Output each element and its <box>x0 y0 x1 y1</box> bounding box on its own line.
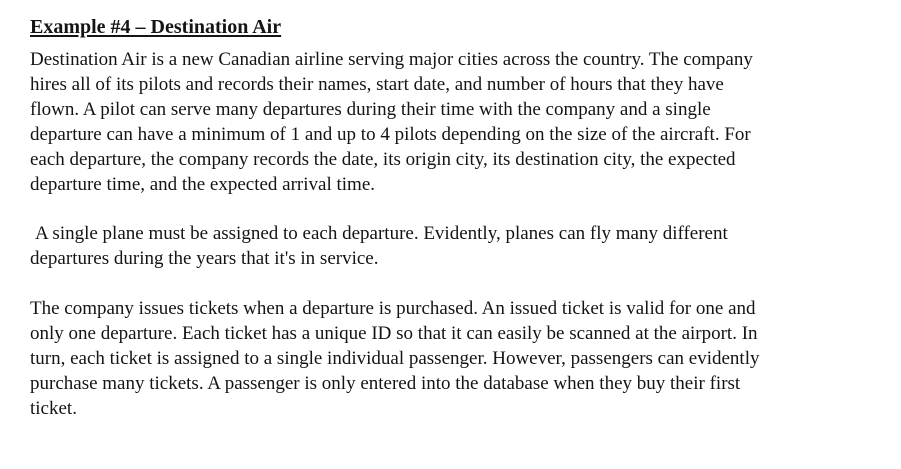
document-page <box>30 14 880 421</box>
paragraph-line: ticket. <box>30 398 77 419</box>
paragraph-line: departures during the years that it's in service. <box>30 248 379 269</box>
paragraph-pilots-departures <box>30 47 880 197</box>
paragraph-line: turn, each ticket is assigned to a single individual passenger. However, passengers can evidently <box>30 348 760 369</box>
paragraph-line: each departure, the company records the date, its origin city, its destination city, the expected <box>30 149 736 170</box>
paragraph-line: departure can have a minimum of 1 and up to 4 pilots depending on the size of the aircraft. For <box>30 124 751 145</box>
paragraph-line: The company issues tickets when a departure is purchased. An issued ticket is valid for one and <box>30 298 756 319</box>
paragraph-line: purchase many tickets. A passenger is only entered into the database when they buy their first <box>30 373 741 394</box>
paragraph-line: Destination Air is a new Canadian airline serving major cities across the country. The company <box>30 49 753 70</box>
document-heading: Example #4 – Destination Air <box>30 16 282 38</box>
paragraph-line: departure time, and the expected arrival time. <box>30 174 376 195</box>
paragraph-line: A single plane must be assigned to each departure. Evidently, planes can fly many different <box>35 223 728 244</box>
paragraph-planes <box>30 221 880 271</box>
paragraph-line: hires all of its pilots and records their names, start date, and number of hours that they have <box>30 74 724 95</box>
paragraph-line: only one departure. Each ticket has a unique ID so that it can easily be scanned at the airport. In <box>30 323 758 344</box>
paragraph-line: flown. A pilot can serve many departures during their time with the company and a single <box>30 99 711 120</box>
paragraph-tickets-passengers <box>30 296 880 421</box>
